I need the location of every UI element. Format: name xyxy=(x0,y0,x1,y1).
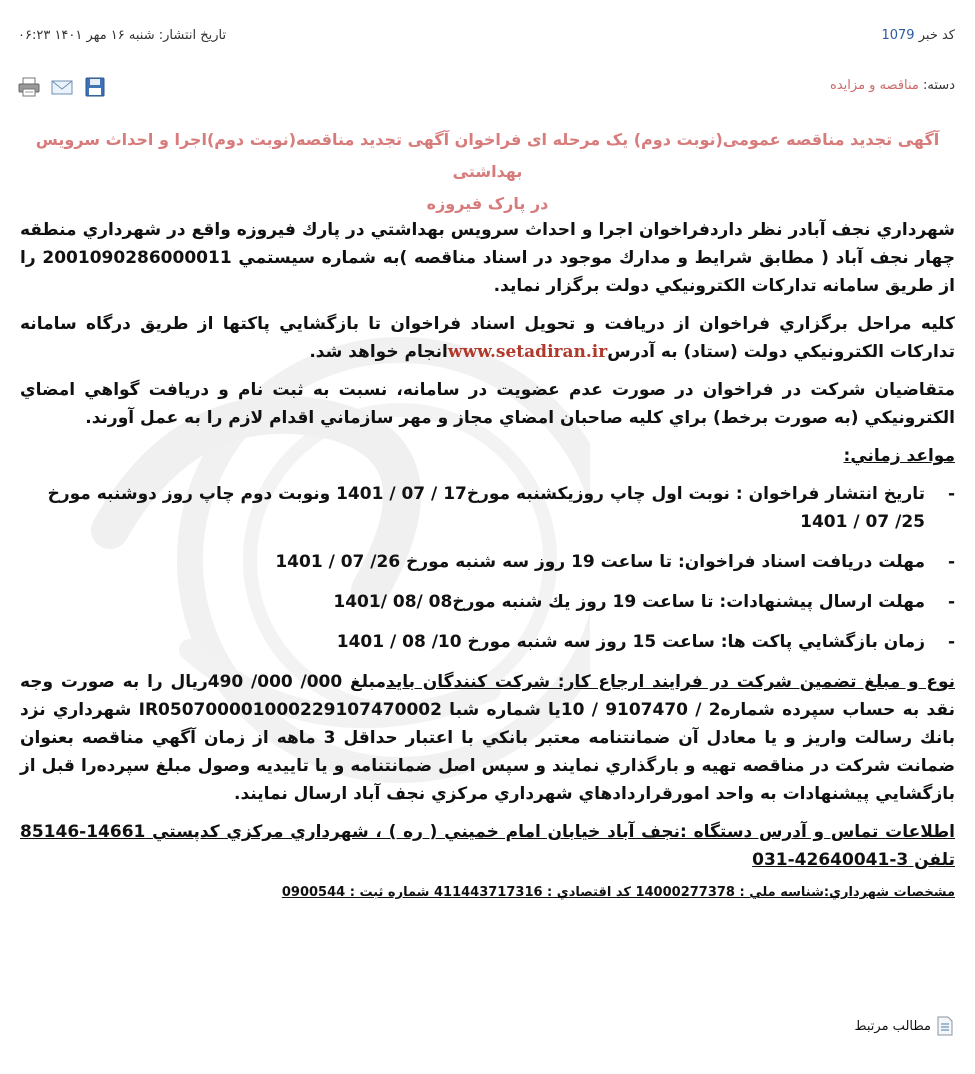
guarantee-text: مبلغ 000/ 000/ 490ريال را به صورت وجه نقد به حساب سپرده شماره2 / 9107470 / 10يا شماره شبا IR050700001000229107470002 شهرداري نزد بانك رسالت واريز و يا معادل آن ضمانتنامه معتبر بانكي با اعتبار حداقل 3 ماهه از زمان آگهي مناقصه بعنوان ضمانت شركت در مناقصه تهيه و بارگذاري نمايند و سپس اصل ضمانتنامه و يا تاييديه وصول مبلغ سپرده‌را قبل از بازگشايي پيشنهادات به واحد امورقراردادهاي شهرداري مركزي نجف آباد ارسال نمايند. xyxy=(20,672,955,804)
paragraph-intro: شهرداري نجف آبادر نظر داردفراخوان اجرا و احداث سرويس بهداشتي در پارك فيروزه واقع در شهرداري منطقه چهار نجف آباد ( مطابق شرايط و مدارك موجود در اسناد مناقصه )به شماره سيستمي 2001090286000011 را از طريق سامانه تداركات الكترونيكي دولت برگزار نمايد. xyxy=(20,220,955,296)
article-title-line2: در پارک فیروزه xyxy=(426,194,549,213)
schedule-item xyxy=(20,628,955,656)
email-icon[interactable] xyxy=(51,77,73,97)
schedule-item xyxy=(20,480,955,536)
article-toolbar xyxy=(18,76,112,98)
related-label: مطالب مرتبط xyxy=(854,1018,931,1034)
schedule-item xyxy=(20,548,955,576)
contact-info: اطلاعات تماس و آدرس دستگاه :نجف آباد خيابان امام خميني ( ره ) ، شهرداري مركزي كدپستي 14661-85146 تلفن 3-42640041-031 xyxy=(20,822,955,870)
news-code-value: 1079 xyxy=(881,28,915,43)
schedule-item-text: مهلت دريافت اسناد فراخوان: تا ساعت 19 روز سه شنبه مورخ 26/ 07 / 1401 xyxy=(275,552,925,572)
article-body xyxy=(20,216,955,902)
paragraph-stages-end: انجام خواهد شد. xyxy=(309,342,448,362)
document-icon xyxy=(937,1016,953,1036)
top-bar xyxy=(18,28,955,46)
schedule-item xyxy=(20,588,955,616)
category-label: دسته: xyxy=(923,78,955,93)
save-icon[interactable] xyxy=(84,77,106,97)
paragraph-stages-text: كليه مراحل برگزاري فراخوان از دريافت و تحويل اسناد فراخوان تا بازگشايي پاكتها از طريق درگاه سامانه تداركات الكترونيكي دولت (ستاد) به آدرس xyxy=(20,314,955,362)
municipality-info: مشخصات شهرداري:شناسه ملي : 14000277378 كد اقتصادي : 411443717316 شماره ثبت : 0900544 xyxy=(281,885,955,900)
article-title-line1: آگهی تجدید مناقصه عمومی(نوبت دوم) یک مرحله ای فراخوان آگهی تجدید مناقصه(نوبت دوم)اجرا و احداث سرویس بهداشتی xyxy=(35,130,940,181)
category xyxy=(830,78,955,93)
print-icon[interactable] xyxy=(18,77,40,97)
schedule-item-text: زمان بازگشايي پاكت ها: ساعت 15 روز سه شنبه مورخ 10/ 08 / 1401 xyxy=(336,632,925,652)
publish-date: تاریخ انتشار: شنبه ۱۶ مهر ۱۴۰۱ ۰۶:۲۳ xyxy=(18,28,227,43)
paragraph-applicants: متقاضيان شركت در فراخوان در صورت عدم عضويت در سامانه، نسبت به ثبت نام و دريافت گواهي امضاي الكترونيكي (به صورت برخط) براي كليه صاحبان امضاي مجاز و مهر سازماني اقدام لازم را به عمل آورند. xyxy=(20,380,955,428)
article-title xyxy=(30,124,945,220)
guarantee-title: نوع و مبلغ تضمين شركت در فرايند ارجاع كار: شركت كنندگان بايد xyxy=(386,672,955,692)
setadiran-link[interactable]: www.setadiran.ir xyxy=(447,342,608,362)
paragraph-guarantee xyxy=(20,668,955,808)
list-dash: - xyxy=(947,552,955,572)
schedule-title: مواعد زماني: xyxy=(843,446,955,466)
category-link[interactable]: مناقصه و مزایده xyxy=(830,78,919,93)
list-dash: - xyxy=(947,484,955,504)
list-dash: - xyxy=(947,632,955,652)
news-code-label: کد خبر xyxy=(918,28,955,43)
paragraph-stages xyxy=(20,310,955,366)
list-dash: - xyxy=(947,592,955,612)
related-articles[interactable] xyxy=(855,1016,953,1036)
schedule-item-text: تاريخ انتشار فراخوان : نوبت اول چاپ روزيكشنبه مورخ17 / 07 / 1401 ونوبت دوم چاپ روز دوشنبه مورخ 25/ 07 / 1401 xyxy=(47,484,925,532)
schedule-item-text: مهلت ارسال پيشنهادات: تا ساعت 19 روز يك شنبه مورخ08 /08 /1401 xyxy=(333,592,925,612)
news-code xyxy=(881,28,955,43)
